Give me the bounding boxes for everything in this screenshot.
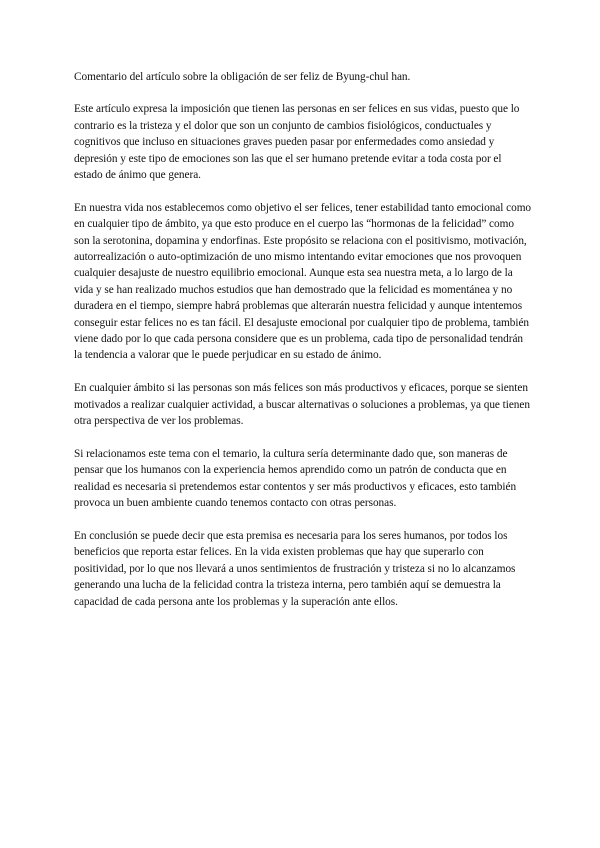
document-body	[74, 69, 532, 626]
document-title: Comentario del artículo sobre la obligación de ser feliz de Byung-chul han.	[74, 71, 411, 83]
paragraph-2: En nuestra vida nos establecemos como objetivo el ser felices, tener estabilidad tanto emocional como en cualquier tipo de ámbito, ya que esto produce en el cuerpo las “hormonas de la felicidad” como son la serotonina, dopamina y endorfinas. Este propósito se relaciona con el positivismo, motivación, autorrealización o auto-optimización de uno mismo intentando evitar emociones que nos provoquen cualquier desajuste de nuestro equilibrio emocional. Aunque esta sea nuestra meta, a lo largo de la vida y se han realizado muchos estudios que han demostrado que la felicidad es momentánea y no duradera en el tiempo, siempre habrá problemas que alterarán nuestra felicidad y aunque intentemos conseguir estar felices no es tan fácil. El desajuste emocional por cualquier tipo de problema, también viene dado por lo que cada persona considere que es un problema, cada tipo de personalidad tendrán la tendencia a valorar que le puede perjudicar en su estado de ánimo.	[74, 201, 532, 362]
paragraph-3: En cualquier ámbito si las personas son más felices son más productivos y eficaces, porque se sienten motivados a realizar cualquier actividad, a buscar alternativas o soluciones a problemas, ya que tienen otra perspectiva de ver los problemas.	[74, 382, 530, 428]
paragraph-5: En conclusión se puede decir que esta premisa es necesaria para los seres humanos, por todos los beneficios que reporta estar felices. En la vida existen problemas que hay que superarlo con positividad, por lo que nos llevará a unos sentimientos de frustración y tristeza si no lo alcanzamos generando una lucha de la felicidad contra la tristeza interna, pero también aquí se demuestra la capacidad de cada persona ante los problemas y la superación ante ellos.	[74, 529, 516, 608]
paragraph-4: Si relacionamos este tema con el temario, la cultura sería determinante dado que, son maneras de pensar que los humanos con la experiencia hemos aprendido como un patrón de conducta que en realidad es necesaria si pretendemos estar contentos y ser más productivos y eficaces, esto también provoca un buen ambiente cuando tenemos contacto con otras personas.	[74, 447, 517, 510]
paragraph-1: Este artículo expresa la imposición que tienen las personas en ser felices en sus vidas, puesto que lo contrario es la tristeza y el dolor que son un conjunto de cambios fisiológicos, conductuales y cognitivos que incluso en situaciones graves pueden pasar por enfermedades como ansiedad y depresión y este tipo de emociones son las que el ser humano pretende evitar a toda costa por el estado de ánimo que genera.	[74, 103, 520, 182]
